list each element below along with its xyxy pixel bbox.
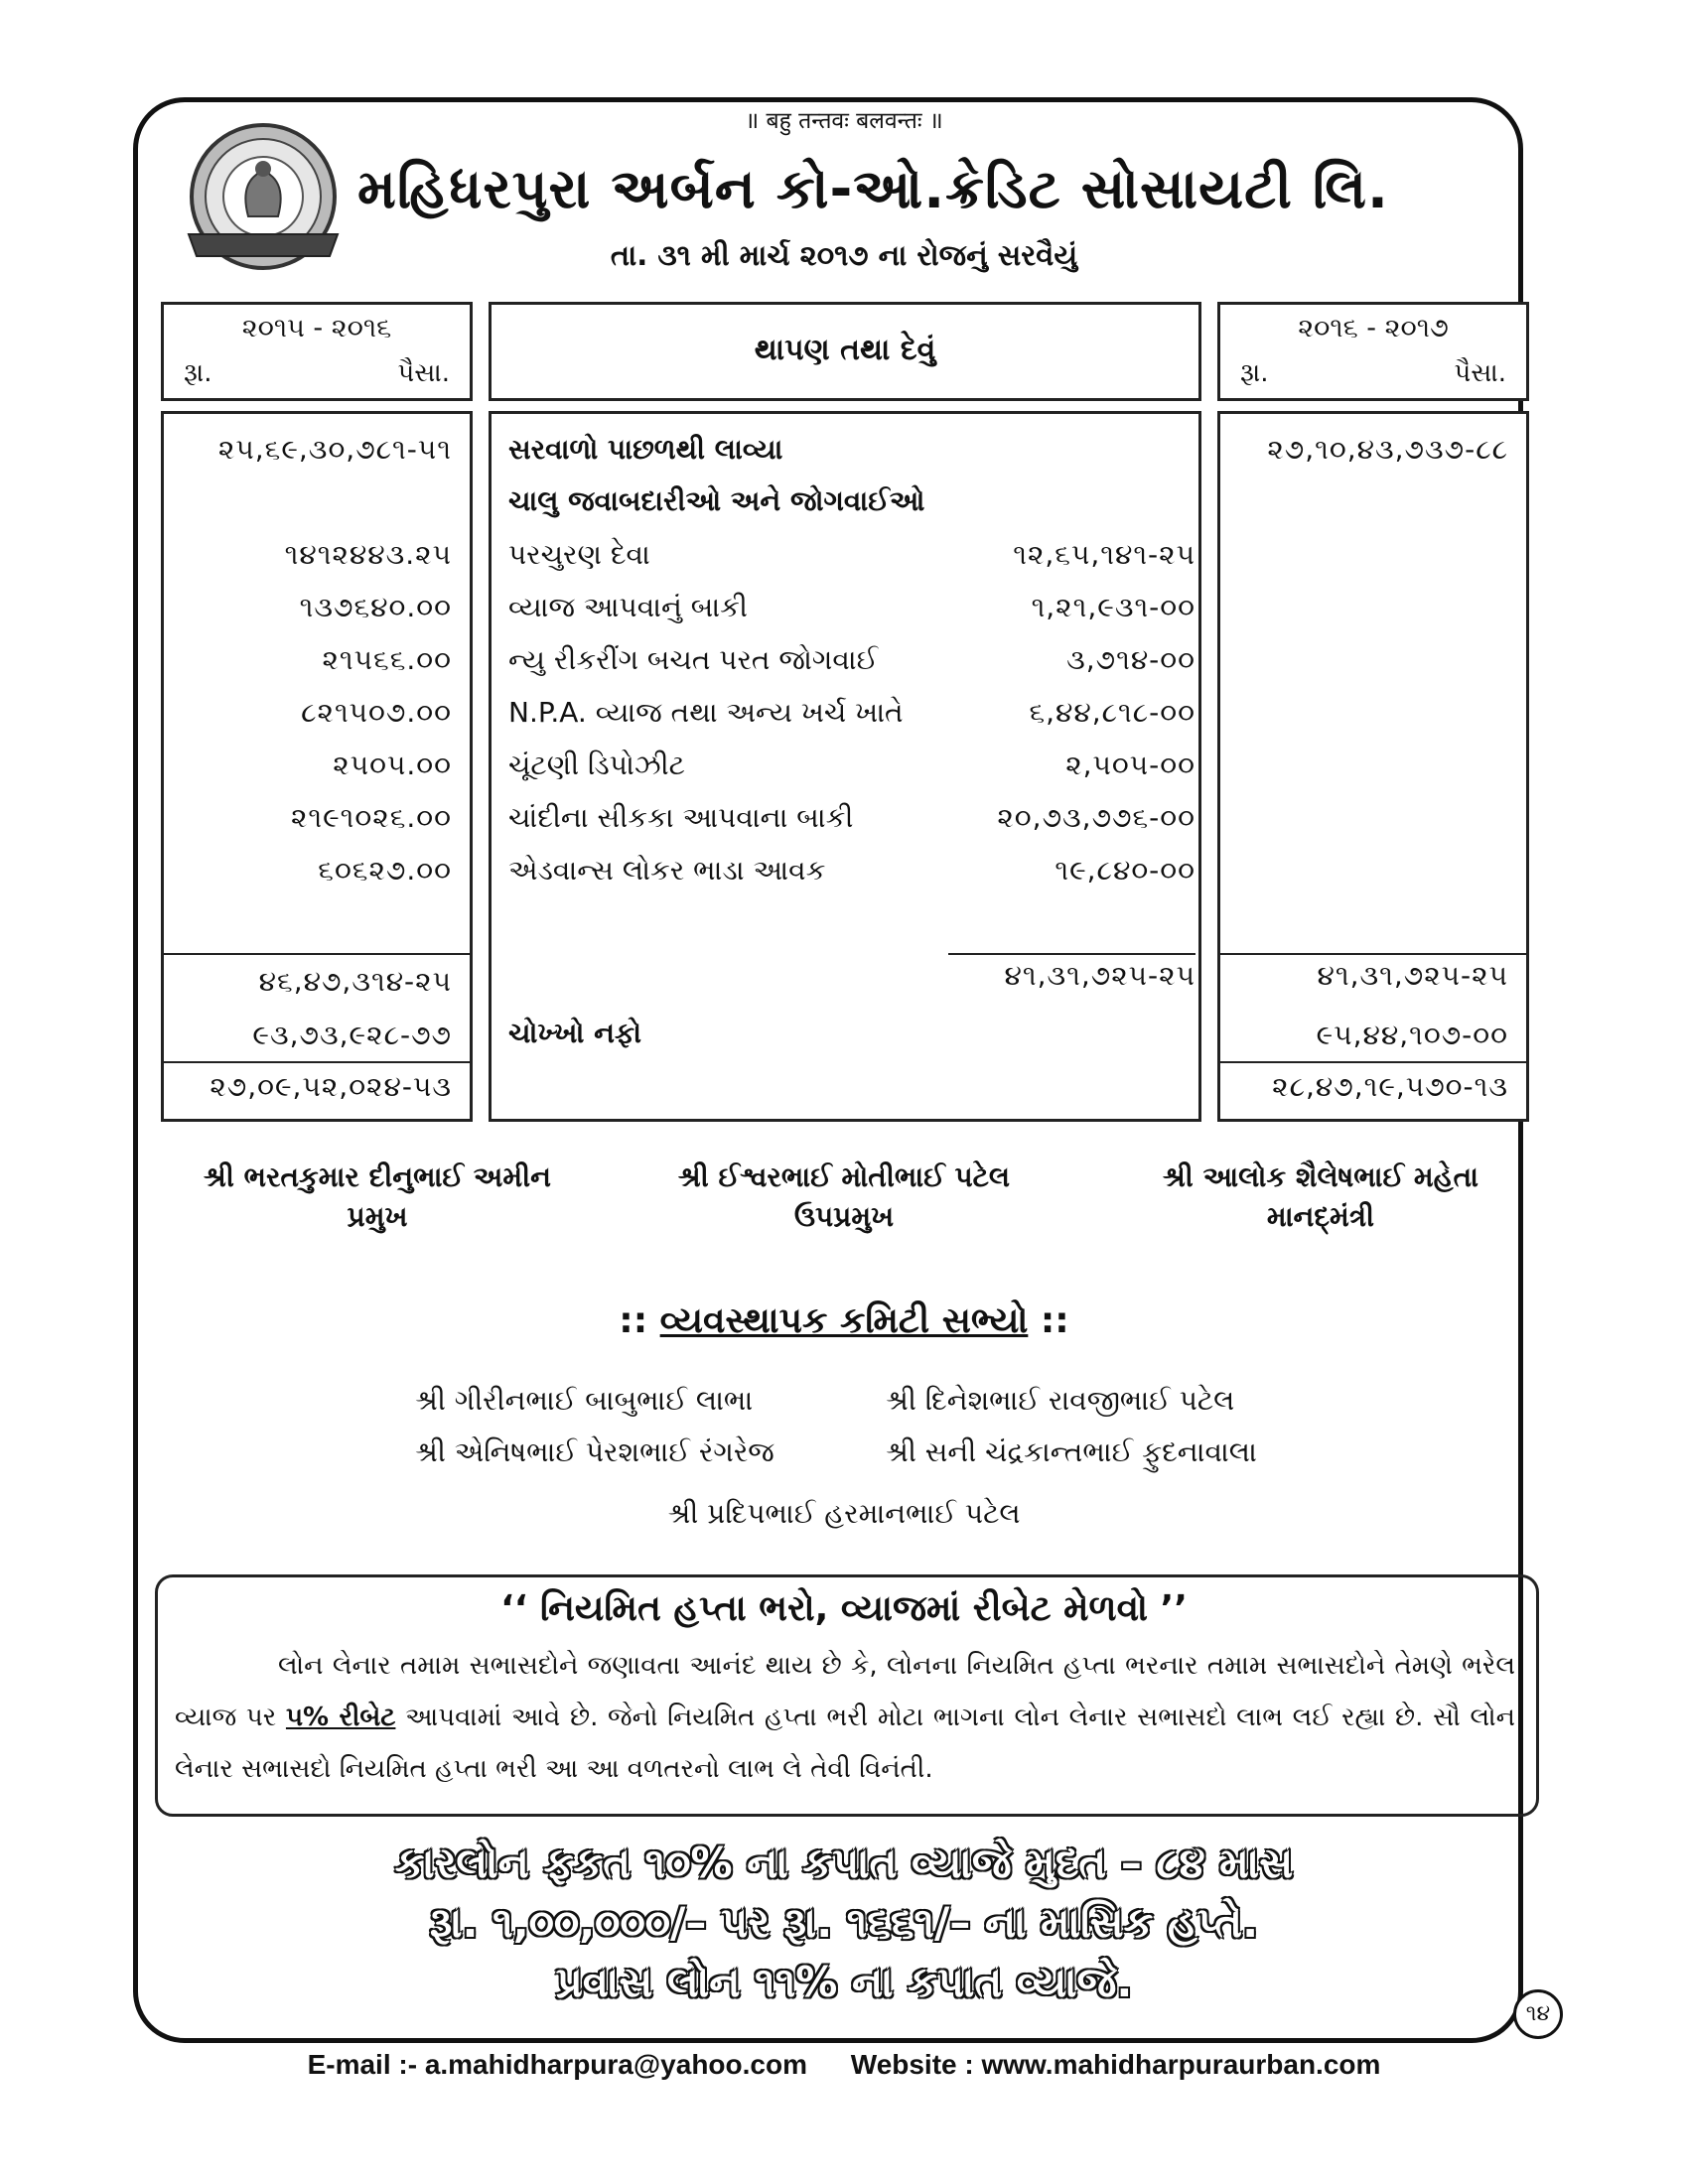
rebate-highlight: ૫% રીબેટ bbox=[285, 1703, 396, 1732]
committee-suffix: :: bbox=[1040, 1300, 1069, 1341]
rebate-notice-title: ‘‘ નિયમિત હપ્તા ભરો, વ્યાજમાં રીબેટ મેળવો ’’ bbox=[500, 1588, 1188, 1629]
committee-member: શ્રી એનિષભાઈ પેરશભાઈ રંગરેજ bbox=[415, 1435, 774, 1468]
prev-year-label: ૨૦૧૫ - ૨૦૧૬ bbox=[241, 313, 392, 343]
net-profit-curr: ૯૫,૪૪,૧૦૭-૦૦ bbox=[1316, 1019, 1508, 1051]
motto: ॥ बहु तन्तवः बलवन्तः ॥ bbox=[745, 108, 943, 134]
officer-role: ઉપપ્રમુખ bbox=[793, 1200, 895, 1233]
footer bbox=[0, 2049, 1688, 2081]
page-number: ૧૪ bbox=[1513, 1989, 1563, 2039]
row-prev: ૨૫૦૫.૦૦ bbox=[333, 749, 452, 781]
committee-member: શ્રી પ્રદિપભાઈ હરમાનભાઈ પટેલ bbox=[667, 1497, 1021, 1530]
officer-name: શ્રી ભરતકુમાર દીનુભાઈ અમીન bbox=[204, 1160, 551, 1193]
section-current-liabilities: ચાલુ જવાબદારીઓ અને જોગવાઈઓ bbox=[508, 484, 925, 517]
header-curr-year bbox=[1217, 302, 1529, 401]
row-prev: ૨૧૫૬૬.૦૦ bbox=[322, 643, 452, 676]
committee-heading bbox=[0, 1300, 1688, 1342]
row-amount: ૨૦,૭૩,૭૭૬-૦૦ bbox=[997, 801, 1196, 834]
officer-secretary bbox=[1102, 1158, 1539, 1237]
carried-forward-curr: ૨૭,૧૦,૪૩,૭૩૭-૮૮ bbox=[1267, 433, 1508, 466]
committee-member: શ્રી દિનેશભાઈ રાવજીભાઈ પટેલ bbox=[886, 1384, 1235, 1417]
net-profit-label: ચોખ્ખો નફો bbox=[508, 1017, 642, 1049]
row-amount: ૧૯,૮૪૦-૦૦ bbox=[1055, 854, 1196, 887]
balance-sheet-subtitle: તા. ૩૧ મી માર્ચ ૨૦૧૭ ના રોજનું સરવૈયું bbox=[610, 238, 1078, 272]
row-amount: ૬,૪૪,૮૧૮-૦૦ bbox=[1029, 696, 1196, 729]
subtotal-prev: ૪૬,૪૭,૩૧૪-૨૫ bbox=[258, 965, 452, 998]
header-center bbox=[489, 302, 1201, 401]
amount-subtotal-rule bbox=[948, 953, 1196, 955]
society-title: મહિધરપુરા અર્બન કો-ઓ.ક્રેડિટ સોસાયટી લિ. bbox=[357, 157, 1389, 220]
grand-total-prev: ૨૭,૦૯,૫૨,૦૨૪-૫૩ bbox=[210, 1070, 452, 1103]
subtotal-curr: ૪૧,૩૧,૭૨૫-૨૫ bbox=[1317, 959, 1508, 992]
curr-year-label: ૨૦૧૬ - ૨૦૧૭ bbox=[1298, 313, 1449, 343]
row-label: ચાંદીના સીકકા આપવાના બાકી bbox=[508, 801, 854, 834]
header-prev-year bbox=[161, 302, 473, 401]
row-label: ચૂંટણી ડિપોઝીટ bbox=[508, 749, 685, 781]
officer-role: પ્રમુખ bbox=[347, 1200, 408, 1233]
prev-subtotal-rule bbox=[164, 953, 470, 955]
curr-rs-label: રૂા. bbox=[1240, 358, 1269, 388]
officer-vice-president bbox=[626, 1158, 1062, 1237]
subtotal-amount: ૪૧,૩૧,૭૨૫-૨૫ bbox=[1004, 959, 1196, 992]
curr-subtotal-rule bbox=[1220, 953, 1526, 955]
row-amount: ૨,૫૦૫-૦૦ bbox=[1065, 749, 1196, 781]
row-label: N.P.A. વ્યાજ તથા અન્ય ખર્ચ ખાતે bbox=[508, 696, 904, 729]
committee-member: શ્રી સની ચંદ્રકાન્તભાઈ ફુદનાવાલા bbox=[886, 1435, 1257, 1468]
row-prev: ૧૪૧૨૪૪૩.૨૫ bbox=[284, 538, 452, 571]
row-label: એડવાન્સ લોકર ભાડા આવક bbox=[508, 854, 826, 887]
notice-text-after: આપવામાં આવે છે. જેનો નિયમિત હપ્તા ભરી મોટા ભાગના લોન લેનાર સભાસદો લાભ લઈ રહ્યા છે. સૌ લોન લેનાર સભાસદો નિયમિત હપ્તા ભરી આ આ વળતરનો લાભ લે તેવી વિનંતી. bbox=[175, 1703, 1516, 1784]
travel-loan-promo: પ્રવાસ લોન ૧૧% ના કપાત વ્યાજે. bbox=[555, 1958, 1133, 2006]
row-amount: ૧૨,૬૫,૧૪૧-૨૫ bbox=[1013, 538, 1196, 571]
officer-role: માનદ્‌મંત્રી bbox=[1266, 1200, 1375, 1233]
carried-forward-prev: ૨૫,૬૯,૩૦,૭૮૧-૫૧ bbox=[217, 433, 452, 466]
row-label: ન્યુ રીકરીંગ બચત પરત જોગવાઈ bbox=[508, 643, 879, 676]
committee-prefix: :: bbox=[619, 1300, 648, 1341]
prev-total-rule bbox=[164, 1061, 470, 1063]
notice-text-before: લોન લેનાર તમામ સભાસદોને જણાવતા આનંદ થાય છે કે, લોનના નિયમિત હપ્તા ભરનાર તમામ સભાસદોને તેમણે ભરેલ વ્યાજ પર bbox=[175, 1651, 1515, 1732]
footer-website[interactable]: Website : www.mahidharpuraurban.com bbox=[850, 2049, 1381, 2080]
officer-name: શ્રી આલોક શૈલેષભાઈ મહેતા bbox=[1162, 1160, 1478, 1193]
row-amount: ૧,૨૧,૯૩૧-૦૦ bbox=[1031, 591, 1196, 623]
row-prev: ૬૦૬૨૭.૦૦ bbox=[318, 854, 452, 887]
row-prev: ૨૧૯૧૦૨૬.૦૦ bbox=[290, 801, 452, 834]
prev-paisa-label: પૈસા. bbox=[397, 358, 450, 388]
net-profit-prev: ૯૩,૭૩,૯૨૮-૭૭ bbox=[252, 1019, 452, 1051]
car-loan-promo: કારલોન ફકત ૧૦% ના કપાત વ્યાજે મુદત – ૮૪ માસ bbox=[394, 1839, 1294, 1887]
row-amount: ૩,૭૧૪-૦૦ bbox=[1066, 643, 1196, 676]
row-label: વ્યાજ આપવાનું બાકી bbox=[508, 591, 748, 623]
row-label: પરચુરણ દેવા bbox=[508, 538, 650, 571]
row-prev: ૮૨૧૫૦૭.૦૦ bbox=[301, 696, 452, 729]
prev-rs-label: રૂા. bbox=[184, 358, 212, 388]
committee-member: શ્રી ગીરીનભાઈ બાબુભાઈ લાભા bbox=[415, 1384, 754, 1417]
curr-paisa-label: પૈસા. bbox=[1454, 358, 1506, 388]
curr-year-column bbox=[1217, 411, 1529, 1122]
rebate-notice-text bbox=[175, 1640, 1515, 1795]
curr-total-rule bbox=[1220, 1061, 1526, 1063]
liabilities-heading: થાપણ તથા દેવું bbox=[754, 333, 936, 367]
committee-title: વ્યવસ્થાપક કમિટી સભ્યો bbox=[659, 1300, 1029, 1341]
emi-promo: રૂા. ૧,૦૦,૦૦૦/– પર રૂા. ૧૬૬૧/– ના માસિક હપ્તે. bbox=[429, 1898, 1259, 1947]
row-prev: ૧૩૭૬૪૦.૦૦ bbox=[299, 591, 452, 623]
grand-total-curr: ૨૮,૪૭,૧૯,૫૭૦-૧૩ bbox=[1272, 1070, 1508, 1103]
carried-forward-label: સરવાળો પાછળથી લાવ્યા bbox=[508, 433, 783, 466]
footer-email[interactable]: E-mail :- a.mahidharpura@yahoo.com bbox=[307, 2049, 807, 2080]
officer-name: શ્રી ઈશ્વરભાઈ મોતીભાઈ પટેલ bbox=[677, 1160, 1011, 1193]
officer-president bbox=[149, 1158, 606, 1237]
